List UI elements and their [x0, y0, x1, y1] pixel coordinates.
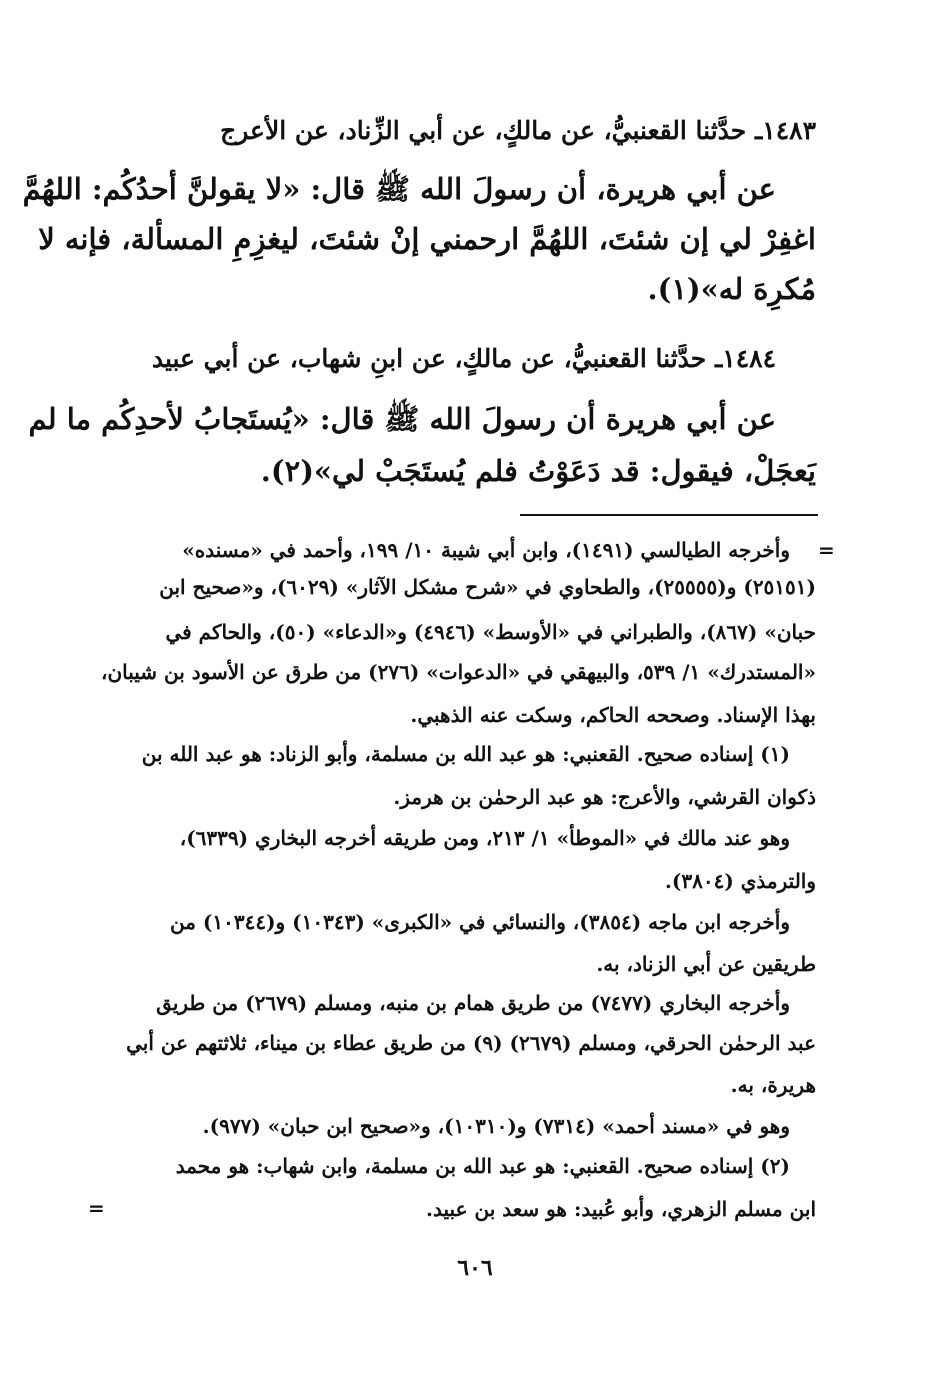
footnote-line: (٢) إسناده صحيح. القعنبي: هو عبد الله بن مسلمة، وابن شهاب: هو محمد: [175, 1154, 790, 1178]
footnote-line: (٢٥١٥١) و(٢٥٥٥٥)، والطحاوي في «شرح مشكل الآثار» (٦٠٢٩)، و«صحيح ابن: [159, 575, 816, 599]
footnote-line: عبد الرحمٰن الحرقي، ومسلم (٢٦٧٩) (٩) من طريق عطاء بن ميناء، ثلاثتهم عن أبي: [126, 1031, 816, 1055]
hadith-line: اغفِرْ لي إن شئتَ، اللهُمَّ ارحمني إنْ شئتَ، ليغزِمِ المسألة، فإنه لا: [38, 222, 816, 256]
footnote-line: ابن مسلم الزهري، وأبو عُبيد: هو سعد بن عبيد.: [426, 1197, 816, 1221]
hadith-line: ١٤٨٣ـ حدَّثنا القعنبيُّ، عن مالكٍ، عن أبي الزِّناد، عن الأعرج: [220, 116, 816, 145]
footnote-line: وهو عند مالك في «الموطأ» ١/ ٢١٣، ومن طريقه أخرجه البخاري (٦٣٣٩)،: [179, 826, 790, 850]
hadith-line: يَعجَلْ، فيقول: قد دَعَوْتُ فلم يُستَجَبْ لي»(٢).: [260, 454, 816, 488]
hadith-line: ١٤٨٤ـ حدَّثنا القعنبيُّ، عن مالكٍ، عن ابنِ شهاب، عن أبي عبيد: [151, 344, 776, 373]
continuation-mark: =: [818, 538, 835, 562]
continuation-mark-end: =: [88, 1196, 105, 1220]
footnote-line: وأخرجه ابن ماجه (٣٨٥٤)، والنسائي في «الكبرى» (١٠٣٤٣) و(١٠٣٤٤) من: [169, 910, 790, 934]
footnote-line: وهو في «مسند أحمد» (٧٣١٤) و(١٠٣١٠)، و«صحيح ابن حبان» (٩٧٧).: [202, 1114, 790, 1138]
footnote-line: وأخرجه البخاري (٧٤٧٧) من طريق همام بن منبه، ومسلم (٢٦٧٩) من طريق: [156, 991, 790, 1015]
footnote-line: «المستدرك» ١/ ٥٣٩، والبيهقي في «الدعوات» (٢٧٦) من طرق عن الأسود بن شيبان،: [100, 660, 816, 684]
footnote-line: والترمذي (٣٨٠٤).: [664, 869, 816, 893]
footnote-line: بهذا الإسناد. وصححه الحاكم، وسكت عنه الذهبي.: [410, 703, 816, 727]
footnote-line: هريرة، به.: [730, 1073, 816, 1097]
footnote-line: ذكوان القرشي، والأعرج: هو عبد الرحمٰن بن هرمز.: [393, 785, 816, 809]
footnote-line: وأخرجه الطيالسي (١٤٩١)، وابن أبي شيبة ١٠/ ١٩٩، وأحمد في «مسنده»: [182, 538, 790, 562]
footnote-line: طريقين عن أبي الزناد، به.: [596, 952, 816, 976]
footnote-line: حبان» (٨٦٧)، والطبراني في «الأوسط» (٤٩٤٦) و«الدعاء» (٥٠)، والحاكم في: [165, 620, 816, 644]
page-number: ٦٠٦: [457, 1255, 493, 1281]
hadith-line: عن أبي هريرة أن رسولَ الله ﷺ قال: «يُستَجابُ لأحدِكُم ما لم: [28, 402, 776, 436]
hadith-line: مُكرِهَ له»(١).: [647, 272, 816, 306]
footnote-divider: [520, 514, 818, 516]
footnote-line: (١) إسناده صحيح. القعنبي: هو عبد الله بن مسلمة، وأبو الزناد: هو عبد الله بن: [141, 742, 790, 766]
hadith-line: عن أبي هريرة، أن رسولَ الله ﷺ قال: «لا يقولنَّ أحدُكُم: اللهُمَّ: [22, 172, 776, 206]
